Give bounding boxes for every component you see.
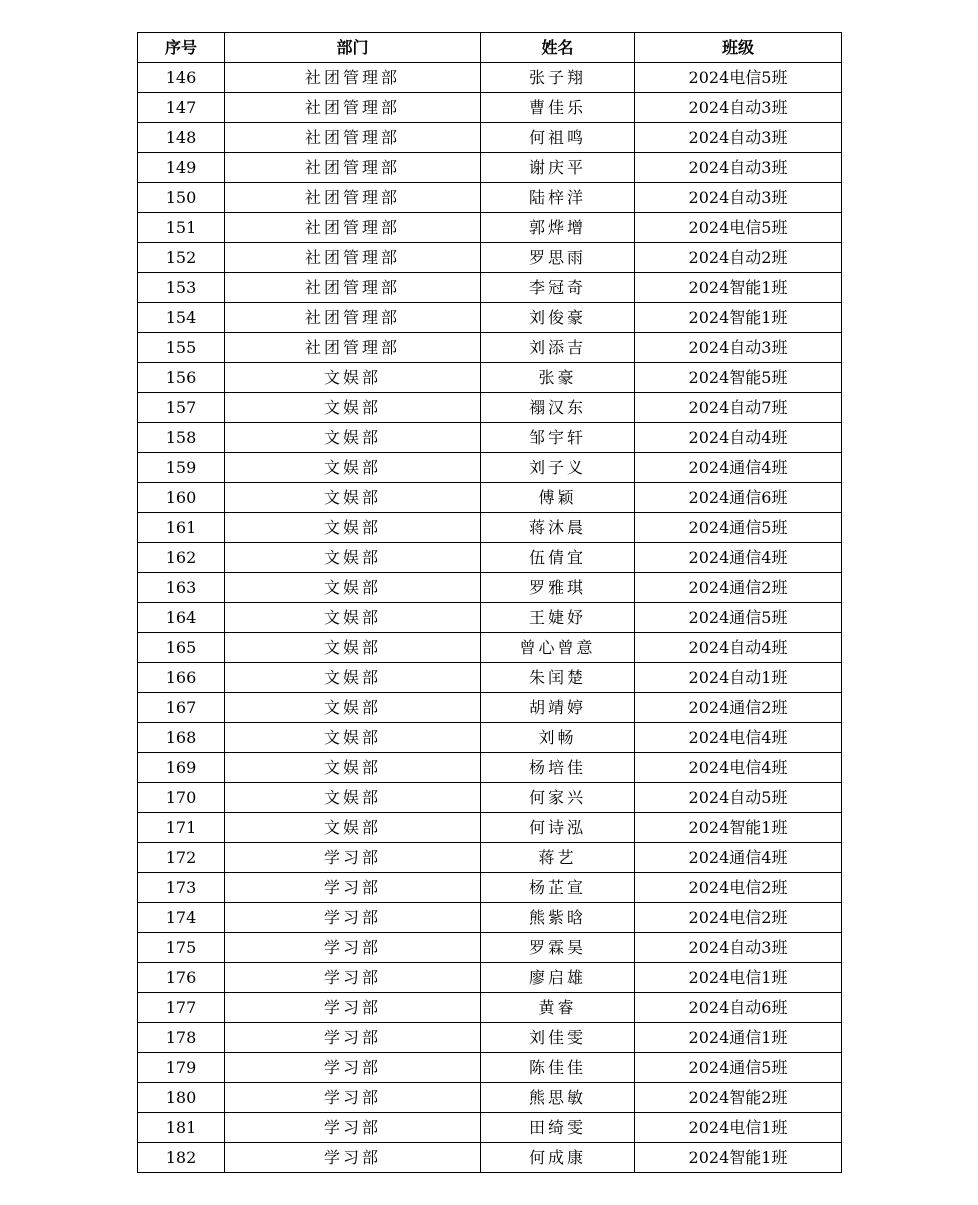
- table-row: [138, 363, 842, 393]
- cell-department: 文娱部: [225, 573, 481, 603]
- cell-index: 174: [138, 903, 225, 933]
- cell-index: 181: [138, 1113, 225, 1143]
- table-row: [138, 123, 842, 153]
- cell-class: 2024自动3班: [635, 933, 842, 963]
- cell-index: 160: [138, 483, 225, 513]
- cell-class: 2024通信4班: [635, 453, 842, 483]
- cell-class: 2024通信1班: [635, 1023, 842, 1053]
- table-row: [138, 183, 842, 213]
- cell-class: 2024自动4班: [635, 423, 842, 453]
- cell-class: 2024自动3班: [635, 123, 842, 153]
- header-department: 部门: [225, 33, 481, 63]
- cell-class: 2024电信5班: [635, 213, 842, 243]
- cell-department: 学习部: [225, 1143, 481, 1173]
- cell-name: 蒋沐晨: [481, 513, 635, 543]
- cell-name: 黄睿: [481, 993, 635, 1023]
- cell-index: 146: [138, 63, 225, 93]
- cell-name: 谢庆平: [481, 153, 635, 183]
- cell-class: 2024电信4班: [635, 723, 842, 753]
- cell-index: 163: [138, 573, 225, 603]
- table-row: [138, 453, 842, 483]
- table-row: [138, 1053, 842, 1083]
- cell-name: 罗雅琪: [481, 573, 635, 603]
- cell-index: 157: [138, 393, 225, 423]
- cell-name: 刘子义: [481, 453, 635, 483]
- cell-name: 罗霖昊: [481, 933, 635, 963]
- cell-department: 文娱部: [225, 723, 481, 753]
- table-row: [138, 483, 842, 513]
- cell-name: 熊紫晗: [481, 903, 635, 933]
- cell-index: 170: [138, 783, 225, 813]
- cell-class: 2024自动5班: [635, 783, 842, 813]
- table-row: [138, 783, 842, 813]
- cell-index: 176: [138, 963, 225, 993]
- cell-department: 文娱部: [225, 483, 481, 513]
- table-row: [138, 63, 842, 93]
- cell-name: 杨芷宣: [481, 873, 635, 903]
- cell-index: 168: [138, 723, 225, 753]
- cell-department: 文娱部: [225, 663, 481, 693]
- cell-department: 社团管理部: [225, 213, 481, 243]
- cell-name: 张豪: [481, 363, 635, 393]
- cell-department: 文娱部: [225, 693, 481, 723]
- cell-index: 161: [138, 513, 225, 543]
- table-row: [138, 573, 842, 603]
- cell-index: 177: [138, 993, 225, 1023]
- cell-class: 2024电信4班: [635, 753, 842, 783]
- cell-index: 156: [138, 363, 225, 393]
- cell-class: 2024自动3班: [635, 153, 842, 183]
- cell-index: 169: [138, 753, 225, 783]
- cell-name: 王婕妤: [481, 603, 635, 633]
- table-row: [138, 423, 842, 453]
- cell-department: 社团管理部: [225, 93, 481, 123]
- cell-index: 164: [138, 603, 225, 633]
- header-index: 序号: [138, 33, 225, 63]
- table-row: [138, 693, 842, 723]
- table-row: [138, 243, 842, 273]
- table-row: [138, 873, 842, 903]
- roster-body: [138, 63, 842, 1173]
- cell-class: 2024电信5班: [635, 63, 842, 93]
- cell-name: 何祖鸣: [481, 123, 635, 153]
- cell-class: 2024自动4班: [635, 633, 842, 663]
- cell-index: 159: [138, 453, 225, 483]
- cell-name: 曹佳乐: [481, 93, 635, 123]
- table-row: [138, 723, 842, 753]
- cell-index: 153: [138, 273, 225, 303]
- table-row: [138, 633, 842, 663]
- cell-name: 杨培佳: [481, 753, 635, 783]
- cell-class: 2024通信4班: [635, 543, 842, 573]
- cell-department: 社团管理部: [225, 303, 481, 333]
- cell-name: 罗思雨: [481, 243, 635, 273]
- table-row: [138, 333, 842, 363]
- cell-department: 文娱部: [225, 423, 481, 453]
- cell-department: 文娱部: [225, 453, 481, 483]
- table-row: [138, 393, 842, 423]
- table-row: [138, 963, 842, 993]
- table-row: [138, 303, 842, 333]
- cell-index: 151: [138, 213, 225, 243]
- cell-department: 社团管理部: [225, 333, 481, 363]
- table-row: [138, 903, 842, 933]
- cell-name: 邹宇轩: [481, 423, 635, 453]
- cell-index: 147: [138, 93, 225, 123]
- cell-name: 何诗泓: [481, 813, 635, 843]
- cell-name: 李冠奇: [481, 273, 635, 303]
- cell-class: 2024自动2班: [635, 243, 842, 273]
- cell-name: 何家兴: [481, 783, 635, 813]
- cell-class: 2024智能2班: [635, 1083, 842, 1113]
- cell-class: 2024智能1班: [635, 303, 842, 333]
- cell-name: 胡靖婷: [481, 693, 635, 723]
- cell-index: 167: [138, 693, 225, 723]
- cell-name: 刘添吉: [481, 333, 635, 363]
- cell-name: 曾心曾意: [481, 633, 635, 663]
- cell-name: 刘佳雯: [481, 1023, 635, 1053]
- cell-name: 禤汉东: [481, 393, 635, 423]
- cell-index: 179: [138, 1053, 225, 1083]
- cell-class: 2024通信6班: [635, 483, 842, 513]
- cell-name: 田绮雯: [481, 1113, 635, 1143]
- cell-class: 2024智能1班: [635, 813, 842, 843]
- cell-name: 陈佳佳: [481, 1053, 635, 1083]
- cell-index: 180: [138, 1083, 225, 1113]
- header-name: 姓名: [481, 33, 635, 63]
- table-row: [138, 513, 842, 543]
- cell-department: 学习部: [225, 933, 481, 963]
- cell-class: 2024通信5班: [635, 1053, 842, 1083]
- cell-name: 朱闰楚: [481, 663, 635, 693]
- table-row: [138, 1143, 842, 1173]
- cell-name: 刘俊豪: [481, 303, 635, 333]
- cell-index: 166: [138, 663, 225, 693]
- table-row: [138, 603, 842, 633]
- cell-class: 2024自动3班: [635, 333, 842, 363]
- cell-name: 陆梓洋: [481, 183, 635, 213]
- cell-index: 172: [138, 843, 225, 873]
- cell-department: 学习部: [225, 873, 481, 903]
- cell-index: 150: [138, 183, 225, 213]
- cell-name: 何成康: [481, 1143, 635, 1173]
- cell-department: 文娱部: [225, 813, 481, 843]
- cell-index: 178: [138, 1023, 225, 1053]
- roster-table: [137, 32, 842, 1173]
- cell-name: 伍倩宜: [481, 543, 635, 573]
- cell-department: 文娱部: [225, 543, 481, 573]
- cell-index: 162: [138, 543, 225, 573]
- cell-class: 2024通信4班: [635, 843, 842, 873]
- cell-class: 2024电信2班: [635, 873, 842, 903]
- cell-index: 152: [138, 243, 225, 273]
- cell-department: 学习部: [225, 1113, 481, 1143]
- table-row: [138, 93, 842, 123]
- cell-name: 刘畅: [481, 723, 635, 753]
- cell-name: 郭烨增: [481, 213, 635, 243]
- table-row: [138, 213, 842, 243]
- cell-class: 2024自动7班: [635, 393, 842, 423]
- cell-index: 149: [138, 153, 225, 183]
- table-row: [138, 1023, 842, 1053]
- cell-department: 学习部: [225, 1083, 481, 1113]
- cell-class: 2024电信1班: [635, 1113, 842, 1143]
- cell-department: 社团管理部: [225, 63, 481, 93]
- cell-department: 文娱部: [225, 603, 481, 633]
- cell-department: 社团管理部: [225, 153, 481, 183]
- cell-class: 2024通信5班: [635, 603, 842, 633]
- cell-index: 155: [138, 333, 225, 363]
- cell-index: 182: [138, 1143, 225, 1173]
- cell-name: 张子翔: [481, 63, 635, 93]
- table-row: [138, 933, 842, 963]
- cell-department: 文娱部: [225, 363, 481, 393]
- table-row: [138, 753, 842, 783]
- cell-department: 学习部: [225, 1023, 481, 1053]
- cell-department: 文娱部: [225, 393, 481, 423]
- table-row: [138, 993, 842, 1023]
- table-row: [138, 273, 842, 303]
- cell-index: 158: [138, 423, 225, 453]
- cell-class: 2024电信1班: [635, 963, 842, 993]
- cell-class: 2024通信2班: [635, 693, 842, 723]
- table-row: [138, 153, 842, 183]
- cell-class: 2024通信2班: [635, 573, 842, 603]
- table-row: [138, 543, 842, 573]
- cell-department: 学习部: [225, 993, 481, 1023]
- cell-class: 2024智能1班: [635, 1143, 842, 1173]
- table-row: [138, 843, 842, 873]
- table-row: [138, 813, 842, 843]
- cell-class: 2024通信5班: [635, 513, 842, 543]
- cell-class: 2024自动3班: [635, 183, 842, 213]
- cell-name: 傅颖: [481, 483, 635, 513]
- cell-index: 175: [138, 933, 225, 963]
- table-row: [138, 1083, 842, 1113]
- cell-department: 社团管理部: [225, 183, 481, 213]
- cell-class: 2024电信2班: [635, 903, 842, 933]
- cell-department: 社团管理部: [225, 273, 481, 303]
- cell-index: 148: [138, 123, 225, 153]
- header-row: [138, 33, 842, 63]
- cell-department: 社团管理部: [225, 243, 481, 273]
- cell-name: 廖启雄: [481, 963, 635, 993]
- cell-department: 文娱部: [225, 513, 481, 543]
- cell-department: 学习部: [225, 903, 481, 933]
- cell-class: 2024自动1班: [635, 663, 842, 693]
- cell-index: 173: [138, 873, 225, 903]
- cell-department: 社团管理部: [225, 123, 481, 153]
- cell-class: 2024智能5班: [635, 363, 842, 393]
- header-class: 班级: [635, 33, 842, 63]
- cell-name: 熊思敏: [481, 1083, 635, 1113]
- cell-department: 文娱部: [225, 783, 481, 813]
- cell-index: 171: [138, 813, 225, 843]
- cell-index: 165: [138, 633, 225, 663]
- table-row: [138, 663, 842, 693]
- cell-class: 2024自动3班: [635, 93, 842, 123]
- cell-department: 学习部: [225, 843, 481, 873]
- cell-department: 学习部: [225, 963, 481, 993]
- table-row: [138, 1113, 842, 1143]
- cell-index: 154: [138, 303, 225, 333]
- cell-department: 文娱部: [225, 633, 481, 663]
- cell-department: 学习部: [225, 1053, 481, 1083]
- cell-class: 2024智能1班: [635, 273, 842, 303]
- cell-class: 2024自动6班: [635, 993, 842, 1023]
- cell-department: 文娱部: [225, 753, 481, 783]
- cell-name: 蒋艺: [481, 843, 635, 873]
